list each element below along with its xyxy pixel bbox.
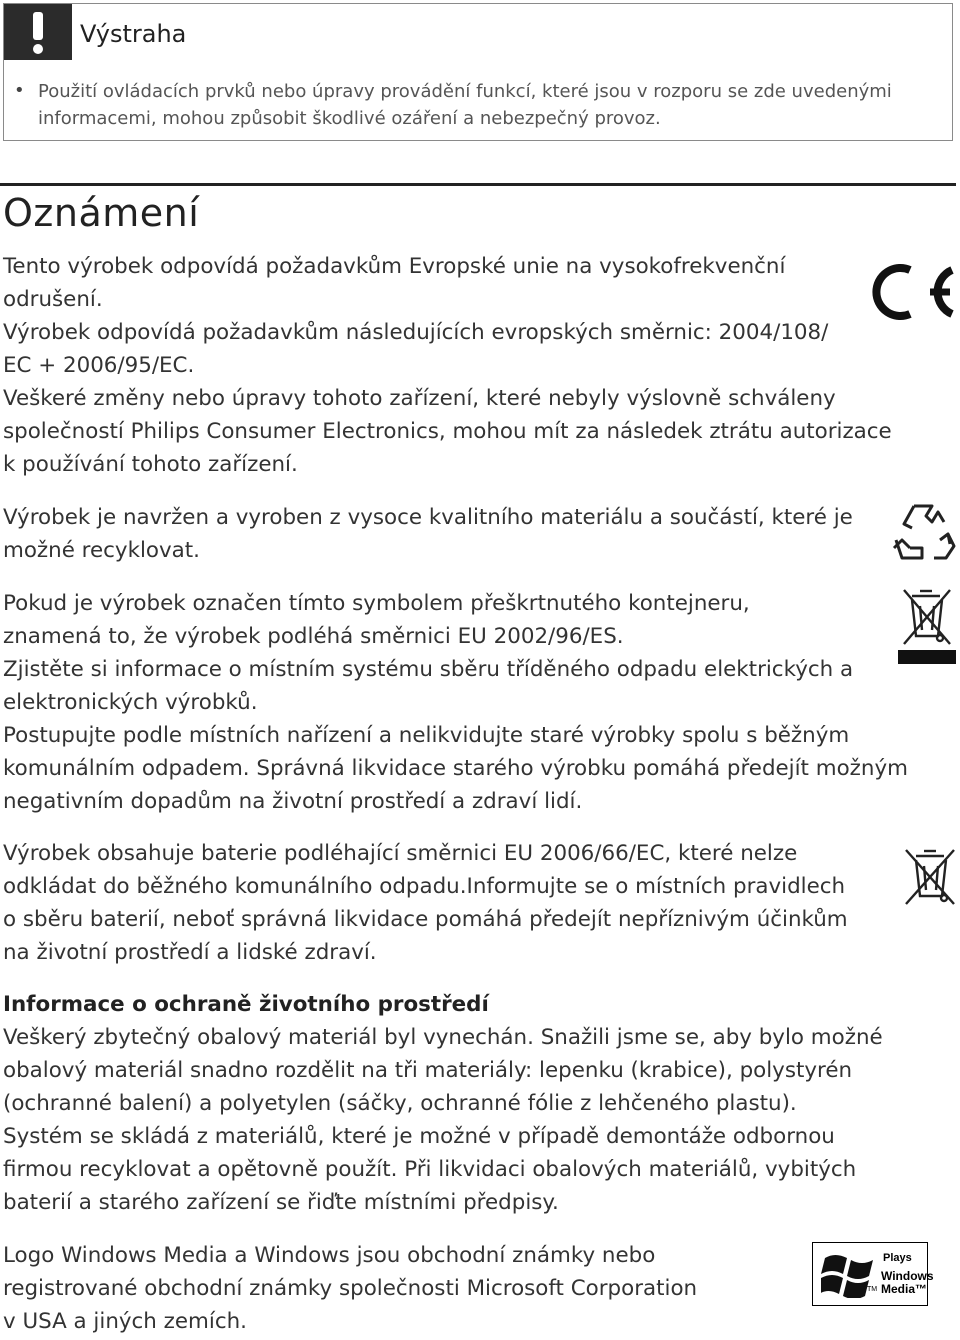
warning-text: Použití ovládacích prvků nebo úpravy provádění funkcí, které jsou v rozporu se zde uvedenými informacemi, mohou způsobit škodlivé ozáření a nebezpečný provoz. bbox=[38, 81, 892, 129]
text-line: firmou recyklovat a opětovně použít. Při likvidaci obalových materiálů, vybitých bbox=[3, 1157, 857, 1182]
text-line: na životní prostředí a lidské zdraví. bbox=[3, 940, 377, 965]
paragraph-collection bbox=[3, 653, 853, 719]
text-line: Postupujte podle místních nařízení a nelikvidujte staré výrobky spolu s běžným bbox=[3, 723, 850, 748]
text-line: baterií a starého zařízení se řiďte místními předpisy. bbox=[3, 1190, 559, 1215]
text-line: možné recyklovat. bbox=[3, 538, 200, 563]
recycle-icon bbox=[892, 500, 958, 568]
page-title: Oznámení bbox=[3, 191, 200, 235]
text-line: v USA a jiných zemích. bbox=[3, 1309, 247, 1334]
paragraph-disposal bbox=[3, 719, 908, 818]
warning-title: Výstraha bbox=[80, 20, 187, 48]
section-divider bbox=[0, 183, 956, 186]
paragraph-packaging bbox=[3, 1021, 883, 1120]
text-line: Veškeré změny nebo úpravy tohoto zařízení, které nebyly výslovně schváleny bbox=[3, 386, 836, 411]
warning-box bbox=[3, 3, 953, 141]
logo-brand-text bbox=[881, 1270, 934, 1296]
text-line: odrušení. bbox=[3, 287, 103, 312]
warning-bullet: • bbox=[14, 80, 25, 101]
text-line: Veškerý zbytečný obalový materiál byl vynechán. Snažili jsme se, aby bylo možné bbox=[3, 1025, 883, 1050]
paragraph-emc bbox=[3, 250, 785, 316]
text-line: Výrobek odpovídá požadavkům následujících evropských směrnic: 2004/108/ bbox=[3, 320, 829, 345]
text-line: společností Philips Consumer Electronics, mohou mít za následek ztrátu autorizace bbox=[3, 419, 892, 444]
text-line: Výrobek je navržen a vyroben z vysoce kvalitního materiálu a součástí, které je bbox=[3, 505, 853, 530]
text-line: Výrobek obsahuje baterie podléhající směrnici EU 2006/66/EC, které nelze bbox=[3, 841, 798, 866]
text-line: negativním dopadům na životní prostředí a zdraví lidí. bbox=[3, 789, 583, 814]
paragraph-batteries bbox=[3, 837, 848, 969]
logo-line: Media™ bbox=[881, 1282, 928, 1296]
environment-heading: Informace o ochraně životního prostředí bbox=[3, 992, 489, 1017]
logo-plays-text: Plays bbox=[883, 1252, 912, 1264]
logo-tm-text: TM bbox=[867, 1286, 878, 1293]
text-line: komunálním odpadem. Správná likvidace starého výrobku pomáhá předejít možným bbox=[3, 756, 908, 781]
crossed-bin-battery-icon bbox=[902, 846, 958, 908]
paragraph-modifications bbox=[3, 382, 892, 481]
text-line: (ochranné balení) a polyetylen (sáčky, ochranné fólie z lehčeného plastu). bbox=[3, 1091, 797, 1116]
paragraph-weee bbox=[3, 587, 750, 653]
text-line: registrované obchodní známky společnosti Microsoft Corporation bbox=[3, 1276, 698, 1301]
ce-mark-icon bbox=[872, 262, 956, 322]
text-line: k používání tohoto zařízení. bbox=[3, 452, 298, 477]
text-line: znamená to, že výrobek podléhá směrnici EU 2002/96/ES. bbox=[3, 624, 624, 649]
text-line: Logo Windows Media a Windows jsou obchodní známky nebo bbox=[3, 1243, 656, 1268]
text-line: obalový materiál snadno rozdělit na tři materiály: lepenku (krabice), polystyrén bbox=[3, 1058, 853, 1083]
text-line: Zjistěte si informace o místním systému sběru tříděného odpadu elektrických a bbox=[3, 657, 854, 682]
text-line: o sběru baterií, neboť správná likvidace pomáhá předejít nepříznivým účinkům bbox=[3, 907, 848, 932]
crossed-bin-icon bbox=[898, 586, 956, 670]
warning-exclamation-icon bbox=[4, 4, 72, 60]
text-line: EC + 2006/95/EC. bbox=[3, 353, 195, 378]
logo-line: Windows bbox=[881, 1269, 934, 1283]
paragraph-recycle bbox=[3, 501, 853, 567]
text-line: Tento výrobek odpovídá požadavkům Evropské unie na vysokofrekvenční bbox=[3, 254, 786, 279]
text-line: elektronických výrobků. bbox=[3, 690, 258, 715]
text-line: Pokud je výrobek označen tímto symbolem přeškrtnutého kontejneru, bbox=[3, 591, 750, 616]
windows-media-logo bbox=[812, 1242, 934, 1306]
text-line: odkládat do běžného komunálního odpadu.Informujte se o místních pravidlech bbox=[3, 874, 846, 899]
paragraph-materials bbox=[3, 1120, 856, 1219]
paragraph-directives bbox=[3, 316, 828, 382]
paragraph-trademark bbox=[3, 1239, 697, 1338]
text-line: Systém se skládá z materiálů, které je možné v případě demontáže odbornou bbox=[3, 1124, 835, 1149]
